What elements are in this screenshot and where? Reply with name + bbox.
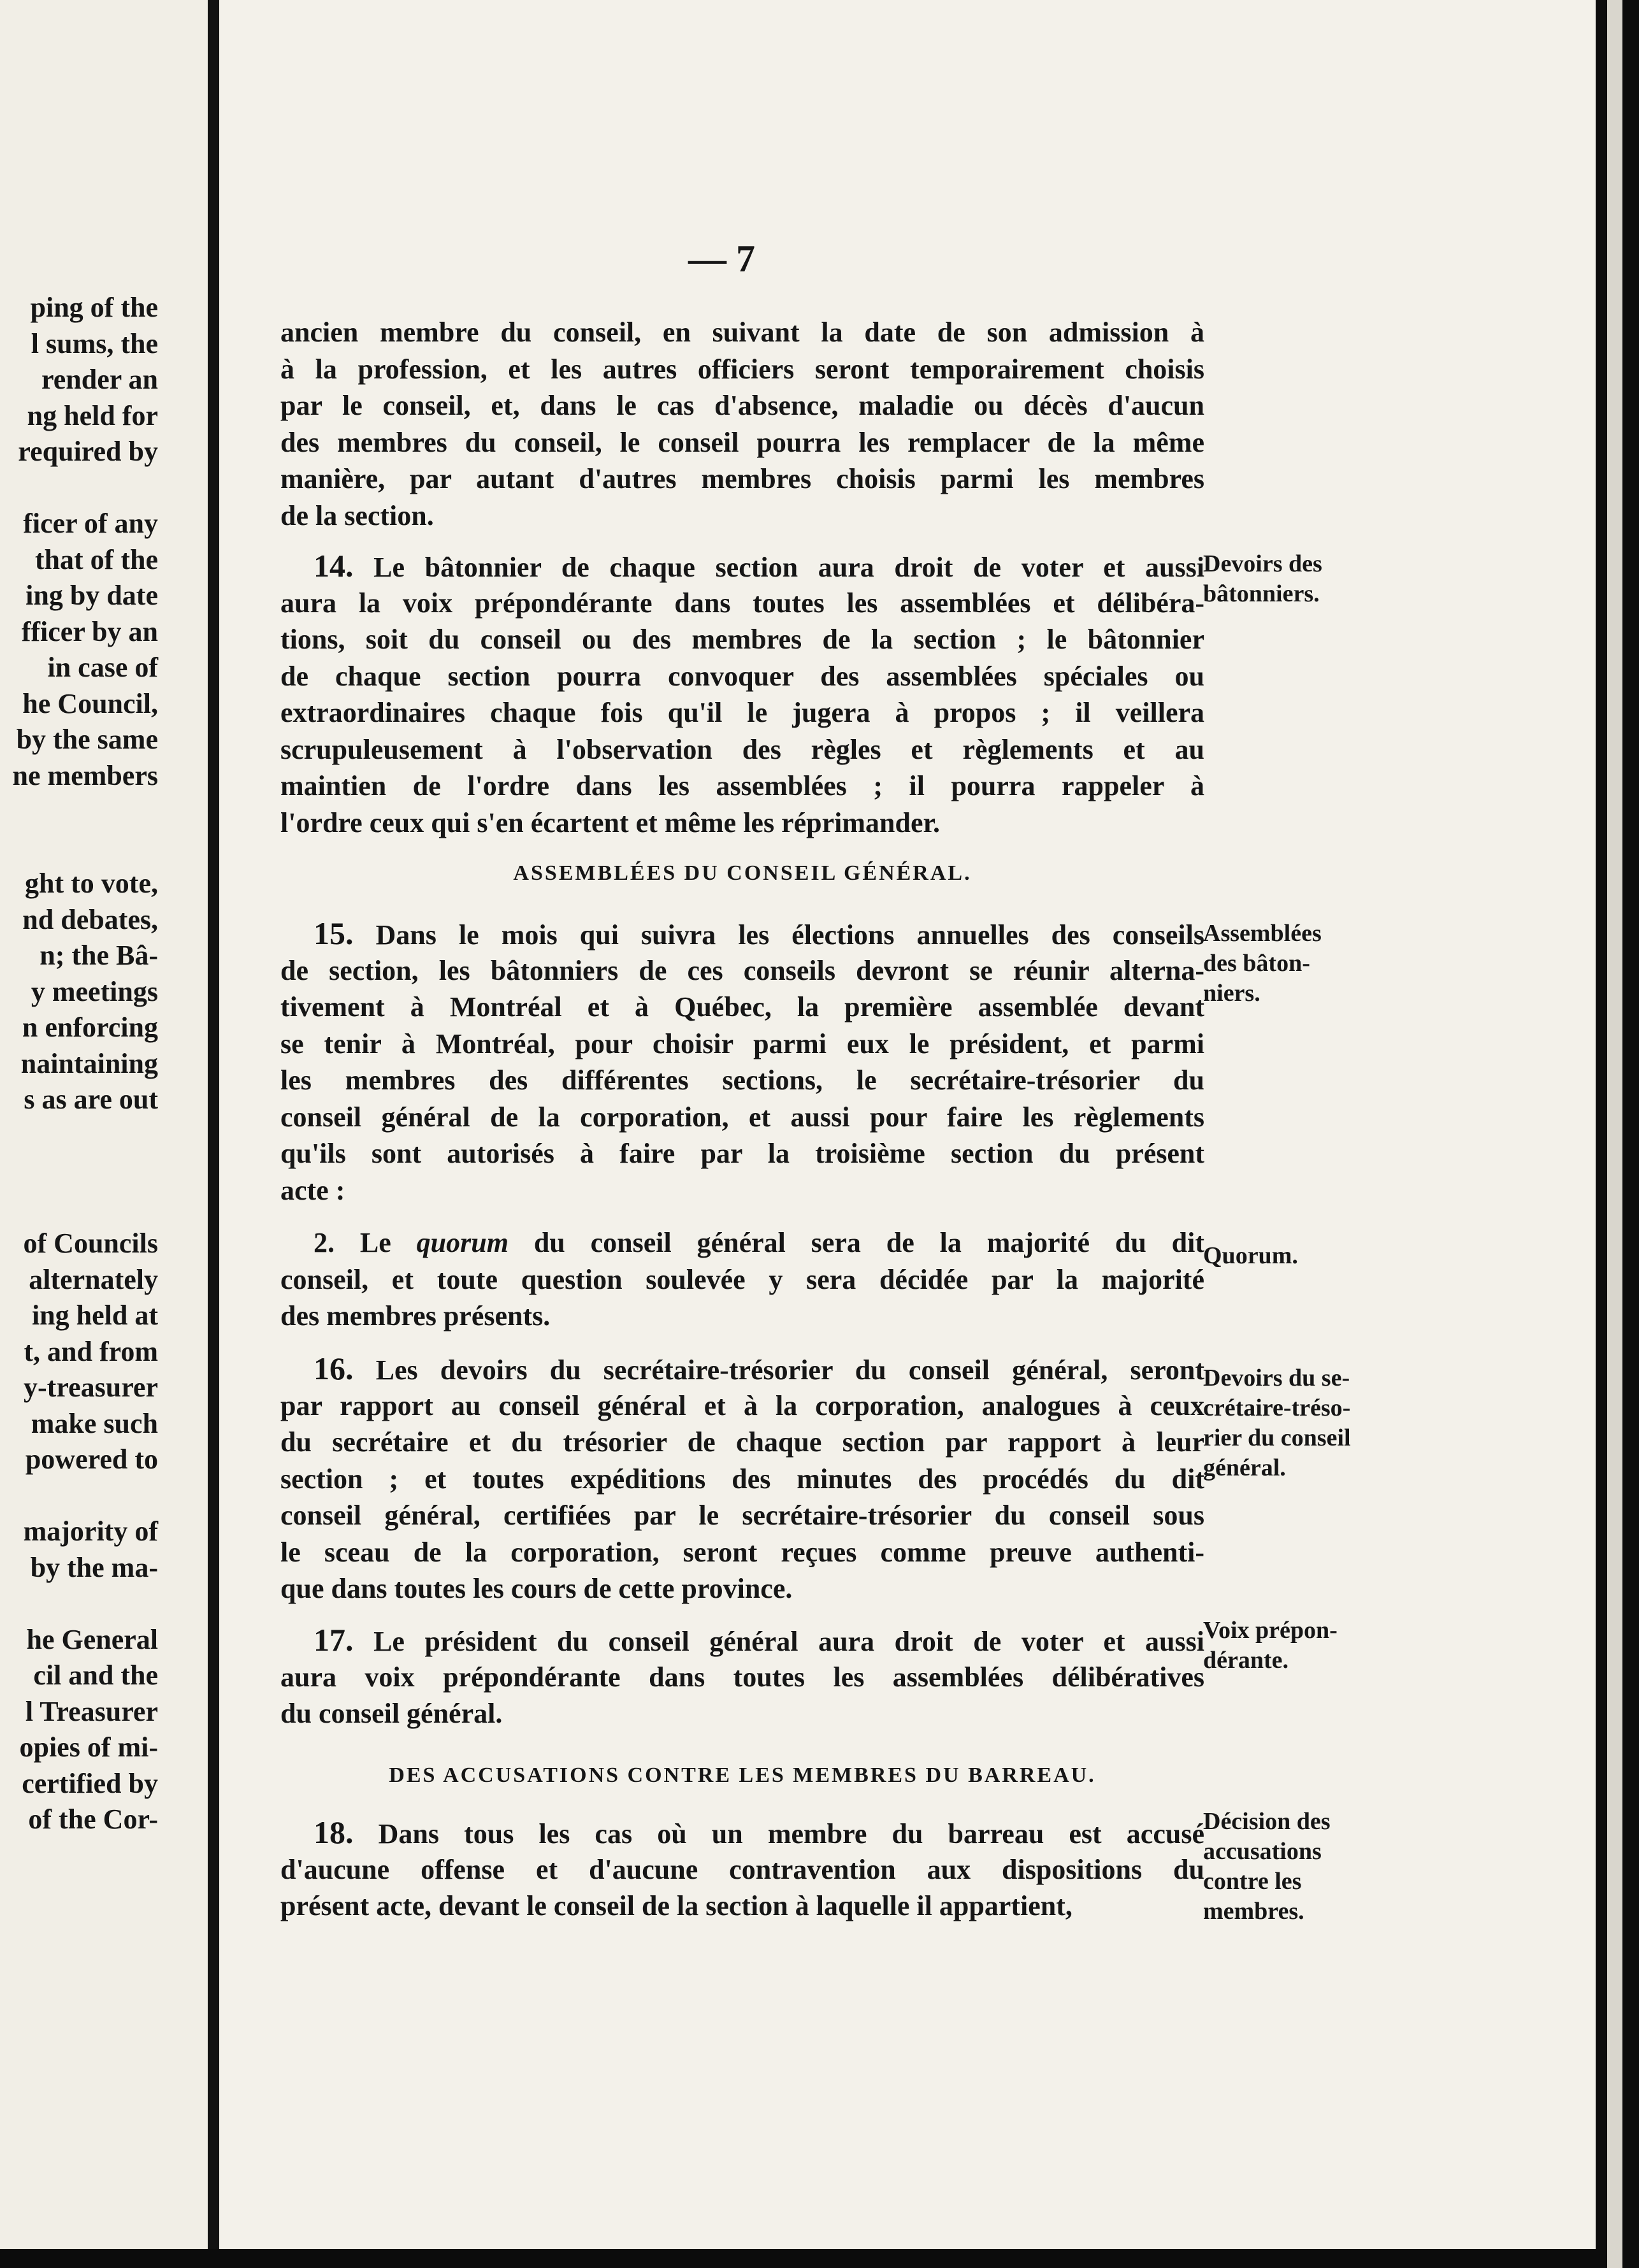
text-line-content: ancien membre du conseil, en suivant la date de son admission à bbox=[280, 317, 1204, 348]
text-line-content: à la profession, et les autres officiers seront temporairement choisis bbox=[280, 353, 1204, 385]
text-line-content: Dans le mois qui suivra les élections annuelles des conseils bbox=[375, 919, 1204, 951]
text-line bbox=[280, 387, 1204, 424]
text-line bbox=[280, 915, 1204, 952]
text-line-content: acte : bbox=[280, 1174, 345, 1206]
section-number: 17. bbox=[314, 1622, 354, 1658]
text-line-content: le sceau de la corporation, seront reçues comme preuve authenti- bbox=[280, 1536, 1204, 1568]
left-page-line: in case of bbox=[47, 652, 158, 683]
text-line-content: Le bâtonnier de chaque section aura droit de voter et aussi bbox=[373, 552, 1204, 583]
left-page-line bbox=[0, 1154, 158, 1190]
left-page-line: nd debates, bbox=[22, 903, 158, 935]
left-page-line: of the Cor- bbox=[28, 1804, 158, 1835]
text-line-content: présent acte, devant le conseil de la section à laquelle il appartient, bbox=[280, 1890, 1072, 1921]
text-line-content: maintien de l'ordre dans les assemblées ; il pourra rappeler à bbox=[280, 770, 1204, 801]
margin-note-18 bbox=[1203, 1807, 1388, 1927]
text-line bbox=[280, 1172, 1204, 1209]
text-line-content: du conseil général. bbox=[280, 1698, 503, 1729]
left-page-line: majority of bbox=[23, 1516, 158, 1547]
paragraph-15 bbox=[280, 915, 1204, 1209]
text-line-content: conseil général, certifiées par le secrétaire-trésorier du conseil sous bbox=[280, 1500, 1204, 1531]
margin-note-line: bâtonniers. bbox=[1203, 580, 1320, 607]
margin-note-line: crétaire-tréso- bbox=[1203, 1395, 1351, 1421]
left-page-line: required by bbox=[18, 436, 158, 467]
text-line bbox=[280, 1570, 1204, 1607]
text-line bbox=[280, 1888, 1204, 1925]
left-page-line: ght to vote, bbox=[25, 868, 158, 899]
margin-note-line: Voix prépon- bbox=[1203, 1617, 1338, 1644]
left-page-line: n enforcing bbox=[22, 1012, 158, 1043]
text-line-content: extraordinaires chaque fois qu'il le jugera à propos ; il veillera bbox=[280, 697, 1204, 728]
text-line bbox=[280, 461, 1204, 498]
text-line bbox=[280, 1695, 1204, 1732]
text-line bbox=[280, 585, 1204, 622]
left-page-line: by the same bbox=[16, 724, 158, 755]
left-page-line: s as are out bbox=[24, 1084, 158, 1115]
text-line bbox=[280, 1026, 1204, 1063]
word-quorum: quorum bbox=[416, 1227, 509, 1258]
text-line bbox=[280, 952, 1204, 989]
section-number: 16. bbox=[314, 1351, 354, 1386]
left-page-line: ficer of any bbox=[23, 508, 158, 539]
text-line-content: conseil, et toute question soulevée y sera décidée par la majorité bbox=[280, 1263, 1204, 1295]
margin-note-17 bbox=[1203, 1616, 1388, 1676]
left-page-line: cil and the bbox=[33, 1660, 158, 1691]
margin-note-line: niers. bbox=[1203, 980, 1260, 1007]
text-line bbox=[280, 805, 1204, 842]
left-page-line: powered to bbox=[25, 1444, 158, 1475]
text-line bbox=[280, 1622, 1204, 1659]
bottom-book-edge bbox=[0, 2249, 1596, 2268]
left-page-line bbox=[0, 1118, 158, 1154]
left-page-line: alternately bbox=[29, 1263, 158, 1295]
margin-note-line: Décision des bbox=[1203, 1808, 1331, 1835]
margin-note-line: contre les bbox=[1203, 1868, 1302, 1895]
text-line-content: Dans tous les cas où un membre du barreau est accusé bbox=[378, 1818, 1204, 1849]
text-line-content: aura la voix prépondérante dans toutes les assemblées et délibéra- bbox=[280, 587, 1204, 619]
text-line bbox=[280, 1135, 1204, 1172]
left-page-line bbox=[0, 1586, 158, 1622]
text-line bbox=[280, 1224, 1204, 1261]
right-book-edge bbox=[1596, 0, 1639, 2268]
subsection-number: 2. bbox=[314, 1227, 335, 1258]
page-number: — 7 bbox=[688, 238, 755, 280]
text-line bbox=[280, 694, 1204, 731]
text-line-content: de chaque section pourra convoquer des assemblées spéciales ou bbox=[280, 660, 1204, 692]
paragraph-16 bbox=[280, 1351, 1204, 1607]
text-line bbox=[280, 1261, 1204, 1298]
left-page-line: by the ma- bbox=[30, 1551, 158, 1583]
text-line-content: de section, les bâtonniers de ces conseils devront se réunir alterna- bbox=[280, 954, 1204, 986]
section-number: 15. bbox=[314, 915, 354, 951]
text-line bbox=[280, 731, 1204, 768]
text-line bbox=[280, 424, 1204, 461]
text-line bbox=[280, 314, 1204, 351]
paragraph-15-2 bbox=[280, 1224, 1204, 1335]
left-page-line: ing by date bbox=[25, 580, 158, 611]
text-line bbox=[280, 1099, 1204, 1136]
left-page-line bbox=[0, 470, 158, 506]
text-line bbox=[280, 498, 1204, 535]
text-line bbox=[280, 1062, 1204, 1099]
left-page-line: n; the Bâ- bbox=[40, 940, 158, 971]
left-page-line: make such bbox=[31, 1407, 158, 1439]
text-line bbox=[280, 1298, 1204, 1335]
text-line bbox=[280, 1424, 1204, 1461]
left-page-line: ping of the bbox=[30, 292, 158, 323]
text-line bbox=[280, 621, 1204, 658]
left-page-line: naintaining bbox=[20, 1047, 158, 1079]
text-line-content: conseil général de la corporation, et aussi pour faire les règlements bbox=[280, 1101, 1204, 1133]
section-number: 18. bbox=[314, 1814, 354, 1850]
section-number: 14. bbox=[314, 548, 354, 584]
text-line-content: par rapport au conseil général et à la corporation, analogues à ceux bbox=[280, 1389, 1204, 1421]
left-page-line: y-treasurer bbox=[24, 1372, 158, 1403]
left-page-fragment bbox=[0, 0, 208, 2268]
text-line-content: du secrétaire et du trésorier de chaque section par rapport à leur bbox=[280, 1426, 1204, 1458]
margin-note-line: Devoirs du se- bbox=[1203, 1365, 1350, 1391]
section-heading-accusations: DES ACCUSATIONS CONTRE LES MEMBRES DU BARREAU. bbox=[389, 1763, 1096, 1787]
paragraph-17 bbox=[280, 1622, 1204, 1732]
text-line-content: l'ordre ceux qui s'en écartent et même les réprimander. bbox=[280, 807, 940, 838]
text-line bbox=[280, 989, 1204, 1026]
paragraph-14 bbox=[280, 548, 1204, 841]
margin-note-line: Quorum. bbox=[1203, 1242, 1298, 1269]
text-line bbox=[280, 658, 1204, 695]
text-line bbox=[280, 1659, 1204, 1696]
text-line bbox=[280, 1461, 1204, 1498]
margin-note-16 bbox=[1203, 1363, 1388, 1483]
text-line bbox=[280, 1351, 1204, 1388]
text-line bbox=[280, 1851, 1204, 1888]
left-page-line: l sums, the bbox=[31, 327, 158, 359]
text-line-content: tivement à Montréal et à Québec, la première assemblée devant bbox=[280, 991, 1204, 1023]
text-line-content: les membres des différentes sections, le secrétaire-trésorier du bbox=[280, 1065, 1204, 1096]
left-page-line: t, and from bbox=[24, 1335, 158, 1367]
paragraph-13-continuation bbox=[280, 314, 1204, 534]
section-heading-assemblees: ASSEMBLÉES DU CONSEIL GÉNÉRAL. bbox=[513, 861, 972, 885]
margin-note-line: Assemblées bbox=[1203, 920, 1322, 947]
left-page-line: opies of mi- bbox=[19, 1732, 158, 1763]
text-line-content: tions, soit du conseil ou des membres de la section ; le bâtonnier bbox=[280, 624, 1204, 655]
text-line-content: aura voix prépondérante dans toutes les assemblées délibératives bbox=[280, 1661, 1204, 1693]
left-page-line bbox=[0, 1478, 158, 1514]
left-page-line: y meetings bbox=[31, 975, 158, 1007]
margin-note-15 bbox=[1203, 919, 1388, 1008]
margin-note-14 bbox=[1203, 549, 1388, 609]
text-line-content: manière, par autant d'autres membres choisis parmi les membres bbox=[280, 463, 1204, 494]
paragraph-18 bbox=[280, 1814, 1204, 1925]
left-page-text bbox=[0, 290, 158, 1838]
left-page-line: render an bbox=[41, 364, 158, 395]
text-line-content: d'aucune offense et d'aucune contravention aux dispositions du bbox=[280, 1853, 1204, 1885]
left-page-line: fficer by an bbox=[21, 615, 158, 647]
margin-note-line: rier du conseil bbox=[1203, 1425, 1351, 1451]
text-line bbox=[280, 351, 1204, 388]
left-page-line: he Council, bbox=[22, 687, 158, 719]
left-page-line bbox=[0, 1190, 158, 1226]
left-page-line: certified by bbox=[22, 1767, 158, 1799]
margin-note-line: général. bbox=[1203, 1454, 1286, 1481]
left-page-line: he General bbox=[26, 1623, 158, 1655]
left-page-line bbox=[0, 830, 158, 866]
text-line bbox=[280, 768, 1204, 805]
text-line-content: par le conseil, et, dans le cas d'absence, maladie ou décès d'aucun bbox=[280, 390, 1204, 421]
text-line bbox=[280, 1497, 1204, 1534]
text-line-content: que dans toutes les cours de cette province. bbox=[280, 1573, 793, 1604]
text-line-content: des membres présents. bbox=[280, 1300, 551, 1331]
margin-note-quorum bbox=[1203, 1241, 1388, 1271]
text-line-content: de la section. bbox=[280, 499, 434, 531]
text-line-content: qu'ils sont autorisés à faire par la troisième section du présent bbox=[280, 1138, 1204, 1169]
left-page-line: l Treasurer bbox=[25, 1695, 158, 1727]
text-line-content: des membres du conseil, le conseil pourra les remplacer de la même bbox=[280, 426, 1204, 458]
margin-note-line: membres. bbox=[1203, 1898, 1304, 1925]
text-line-content: du conseil général sera de la majorité du dit bbox=[533, 1227, 1205, 1258]
page-gutter bbox=[208, 0, 219, 2268]
text-line-content: section ; et toutes expéditions des minutes des procédés du dit bbox=[280, 1463, 1204, 1495]
text-line bbox=[280, 1534, 1204, 1571]
left-page-line: that of the bbox=[34, 543, 158, 575]
left-page-line: ne members bbox=[12, 759, 158, 791]
text-line-content: Le président du conseil général aura droit de voter et aussi bbox=[373, 1626, 1204, 1657]
word-le: Le bbox=[359, 1227, 391, 1258]
margin-note-line: des bâton- bbox=[1203, 950, 1310, 977]
text-line-content: se tenir à Montréal, pour choisir parmi eux le président, et parmi bbox=[280, 1028, 1204, 1059]
text-line bbox=[280, 1814, 1204, 1851]
left-page-line bbox=[0, 794, 158, 830]
text-line bbox=[280, 1388, 1204, 1425]
text-line bbox=[280, 548, 1204, 585]
text-line-content: Les devoirs du secrétaire-trésorier du conseil général, seront bbox=[375, 1354, 1204, 1386]
left-page-line: of Councils bbox=[23, 1228, 158, 1259]
margin-note-line: dérante. bbox=[1203, 1647, 1289, 1674]
margin-note-line: accusations bbox=[1203, 1838, 1322, 1865]
text-line-content: scrupuleusement à l'observation des règles et règlements et au bbox=[280, 733, 1204, 765]
left-page-line: ing held at bbox=[31, 1300, 158, 1331]
margin-note-line: Devoirs des bbox=[1203, 550, 1322, 577]
left-page-line: ng held for bbox=[27, 399, 158, 431]
